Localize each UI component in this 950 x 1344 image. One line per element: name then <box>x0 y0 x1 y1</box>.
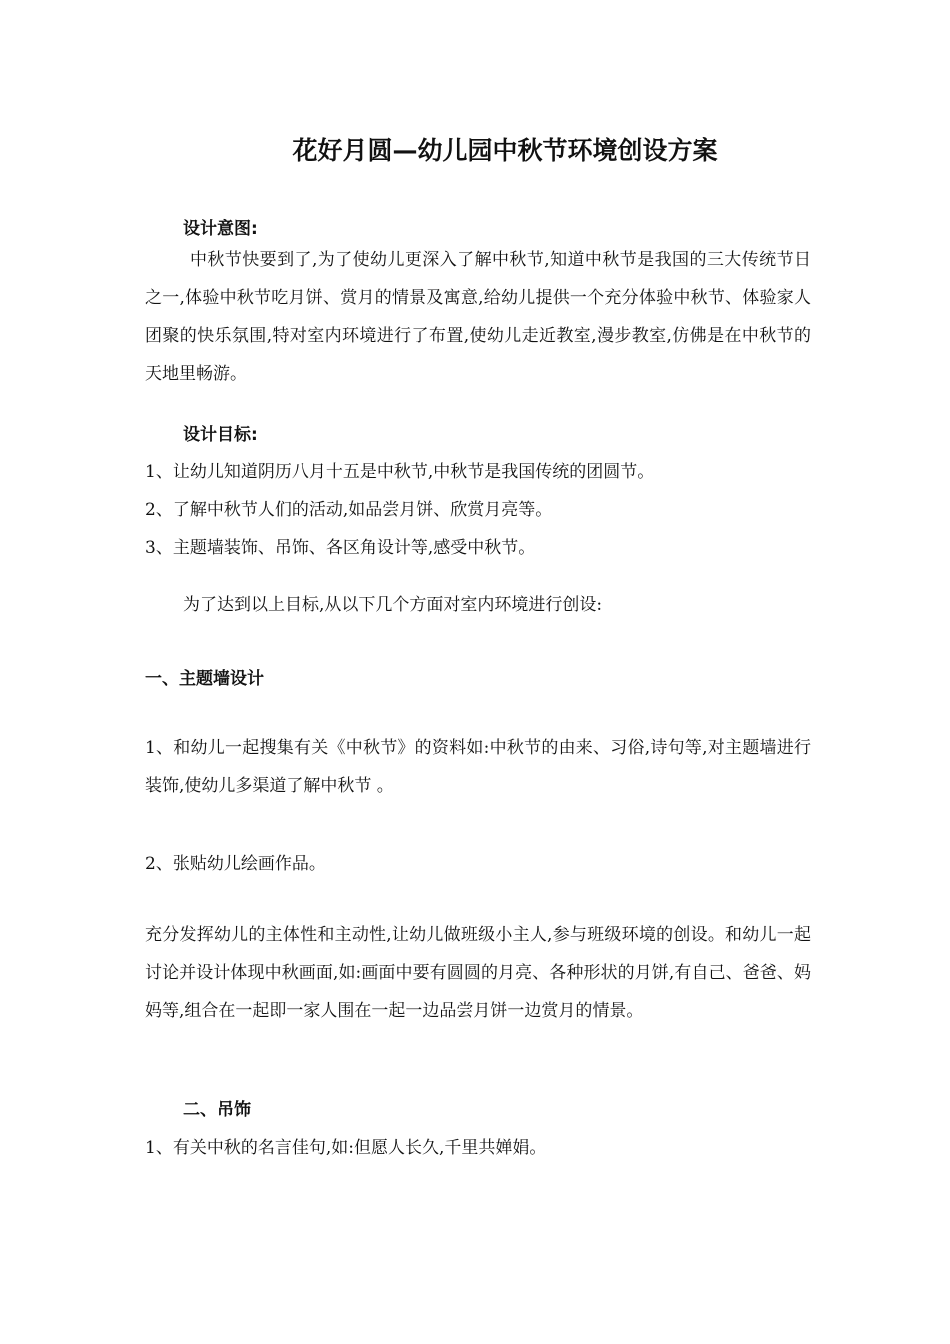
section1-paragraph: 充分发挥幼儿的主体性和主动性,让幼儿做班级小主人,参与班级环境的创设。和幼儿一起讨论并设计体现中秋画面,如:画面中要有圆圆的月亮、各种形状的月饼,有自己、爸爸、妈妈等,组合在一起即一家人围在一起一边品尝月饼一边赏月的情景。 <box>145 925 811 1021</box>
transition-sentence: 为了达到以上目标,从以下几个方面对室内环境进行创设: <box>183 595 603 615</box>
goal-item-3: 3、主题墙装饰、吊饰、各区角设计等,感受中秋节。 <box>145 538 536 558</box>
document-title: 花好月圆—幼儿园中秋节环境创设方案 <box>292 136 718 165</box>
section1-item-1: 1、和幼儿一起搜集有关《中秋节》的资料如:中秋节的由来、习俗,诗句等,对主题墙进行装饰,使幼儿多渠道了解中秋节 。 <box>145 738 811 796</box>
section2-item-1: 1、有关中秋的名言佳句,如:但愿人长久,千里共婵娟。 <box>145 1138 547 1158</box>
goals-heading: 设计目标: <box>183 425 258 445</box>
goal-item-1: 1、让幼儿知道阴历八月十五是中秋节,中秋节是我国传统的团圆节。 <box>145 462 655 482</box>
intent-paragraph: 中秋节快要到了,为了使幼儿更深入了解中秋节,知道中秋节是我国的三大传统节日之一,体验中秋节吃月饼、赏月的情景及寓意,给幼儿提供一个充分体验中秋节、体验家人团聚的快乐氛围,特对室内环境进行了布置,使幼儿走近教室,漫步教室,仿佛是在中秋节的天地里畅游。 <box>145 250 811 384</box>
goal-item-2: 2、了解中秋节人们的活动,如品尝月饼、欣赏月亮等。 <box>145 500 553 520</box>
section2-heading: 二、吊饰 <box>183 1100 251 1120</box>
section1-item-2: 2、张贴幼儿绘画作品。 <box>145 854 326 874</box>
intent-heading: 设计意图: <box>183 219 258 239</box>
section1-heading: 一、主题墙设计 <box>145 669 264 689</box>
